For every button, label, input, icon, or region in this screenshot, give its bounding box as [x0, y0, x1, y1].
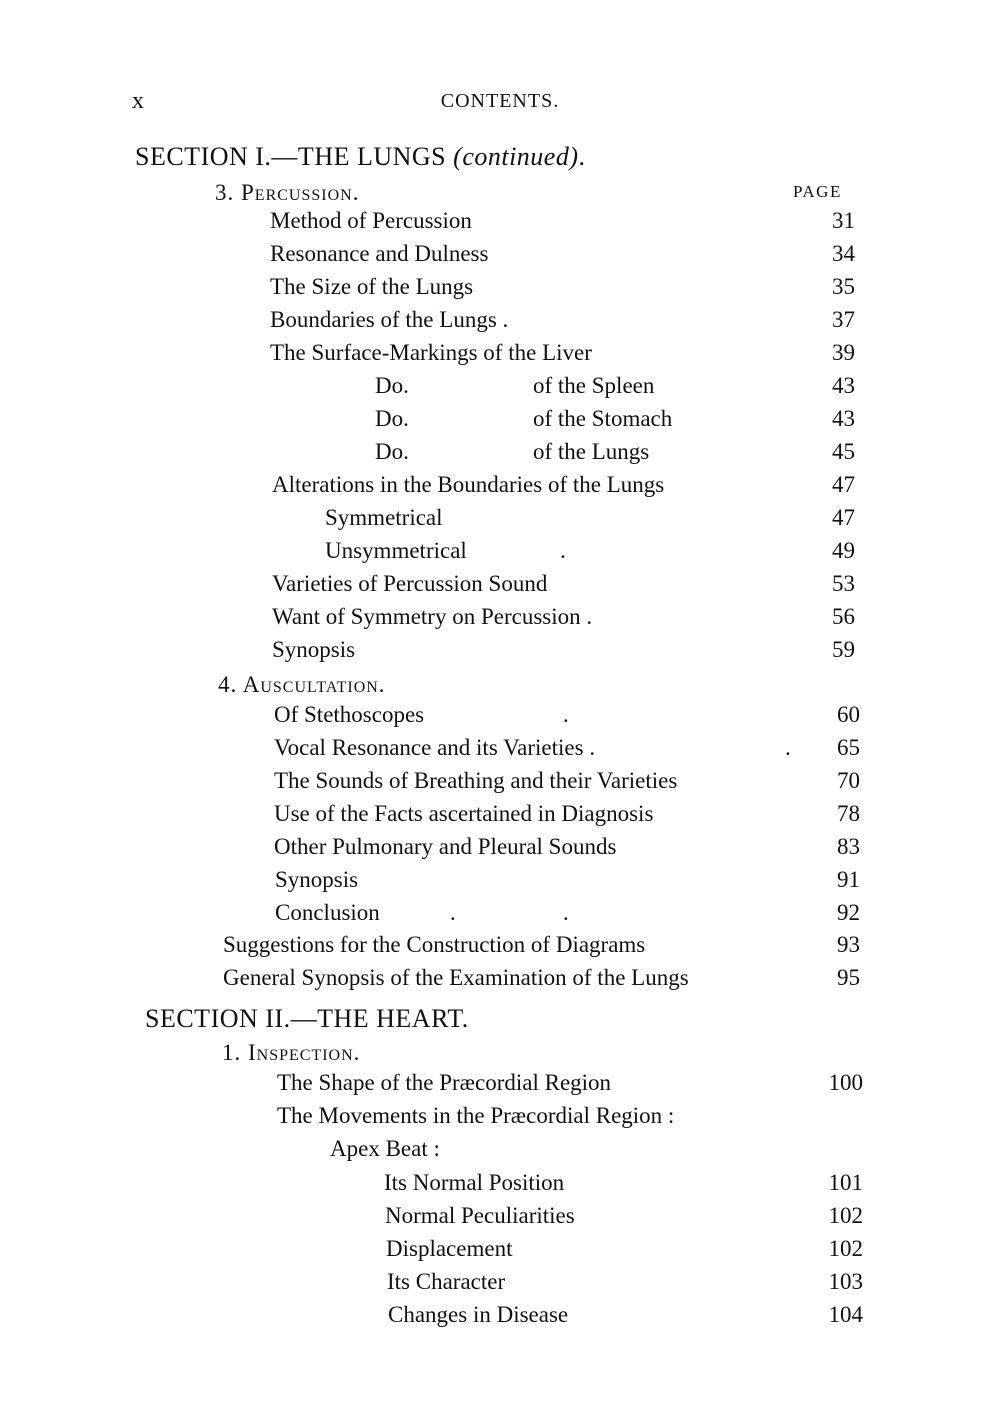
toc-entry: [0, 768, 1000, 801]
toc-entry-label: Displacement: [386, 1236, 513, 1261]
toc-entry: [0, 1136, 1000, 1169]
toc-entry-label: Suggestions for the Construction of Diagrams: [223, 932, 646, 957]
toc-entry: [0, 208, 1000, 241]
toc-entry: [0, 307, 1000, 340]
toc-entry-page: 65: [837, 735, 860, 760]
subheading-inspection: 1. Inspection.: [222, 1040, 361, 1065]
toc-entry-page: 34: [832, 241, 855, 266]
toc-entry: [0, 867, 1000, 900]
toc-entry-page: 92: [837, 900, 860, 925]
toc-entry-label: Unsymmetrical: [325, 538, 467, 563]
toc-entry-label: Of Stethoscopes: [274, 702, 425, 727]
toc-entry-label: Method of Percussion: [270, 208, 472, 233]
toc-entry: [0, 241, 1000, 274]
subheading-percussion: 3. Percussion.: [215, 180, 360, 205]
toc-entry-page: 95: [837, 965, 860, 990]
toc-entry: [0, 571, 1000, 604]
toc-entry-page: 43: [832, 373, 855, 398]
toc-entry-page: 83: [837, 834, 860, 859]
leader-dot: .: [563, 702, 569, 727]
toc-entry: [0, 932, 1000, 965]
leader-dot: .: [560, 538, 566, 563]
toc-entry-label: The Surface-Markings of the Liver: [270, 340, 592, 365]
toc-entry-page: 102: [828, 1236, 863, 1261]
toc-entry-label: Apex Beat :: [330, 1136, 440, 1161]
toc-entry-label: Want of Symmetry on Percussion .: [272, 604, 593, 629]
toc-entry-label: Conclusion: [275, 900, 380, 925]
toc-entry: [0, 505, 1000, 538]
toc-entry: [0, 637, 1000, 670]
toc-entry-page: 31: [832, 208, 855, 233]
toc-entry: [0, 406, 1000, 439]
toc-entry: [0, 801, 1000, 834]
toc-entry-page: 53: [832, 571, 855, 596]
toc-entry-page: 60: [837, 702, 860, 727]
section-heading-heart: SECTION II.—THE HEART.: [145, 1004, 469, 1033]
toc-entry-label-continued: of the Stomach: [533, 406, 673, 431]
subheading-auscultation: 4. Auscultation.: [218, 672, 386, 697]
toc-entry-page: 39: [832, 340, 855, 365]
toc-entry-label-continued: of the Lungs: [533, 439, 650, 464]
toc-entry: [0, 538, 1000, 571]
toc-entry: [0, 439, 1000, 472]
toc-entry-page: 101: [828, 1170, 863, 1195]
toc-entry-page: 37: [832, 307, 855, 332]
toc-entry: [0, 1302, 1000, 1335]
toc-entry: [0, 1203, 1000, 1236]
toc-entry: [0, 340, 1000, 373]
toc-entry: [0, 1236, 1000, 1269]
toc-entry-page: 102: [828, 1203, 863, 1228]
toc-entry-label: Changes in Disease: [388, 1302, 569, 1327]
toc-entry: [0, 834, 1000, 867]
toc-entry: [0, 472, 1000, 505]
toc-entry-page: 45: [832, 439, 855, 464]
toc-entry: [0, 1269, 1000, 1302]
toc-entry-label: Varieties of Percussion Sound: [272, 571, 548, 596]
toc-entry: [0, 735, 1000, 768]
leader-dot: .: [563, 900, 569, 925]
toc-entry-page: 56: [832, 604, 855, 629]
toc-entry: [0, 1103, 1000, 1136]
toc-entry-label: Its Normal Position: [384, 1170, 565, 1195]
toc-entry-page: 47: [832, 472, 855, 497]
toc-entry-page: 91: [837, 867, 860, 892]
toc-entry: [0, 1070, 1000, 1103]
toc-entry-label: Symmetrical: [325, 505, 443, 530]
toc-entry-label: The Movements in the Præcordial Region :: [277, 1103, 675, 1128]
leader-dot: .: [785, 735, 791, 760]
toc-entry: [0, 373, 1000, 406]
toc-entry-label: The Size of the Lungs: [270, 274, 474, 299]
toc-entry: [0, 965, 1000, 998]
toc-entry-page: 100: [828, 1070, 863, 1095]
toc-entry-label-continued: of the Spleen: [533, 373, 655, 398]
toc-entry-label: Alterations in the Boundaries of the Lungs: [272, 472, 665, 497]
toc-entry: [0, 1170, 1000, 1203]
toc-entry-label: Do.: [375, 373, 409, 398]
toc-entry-label: General Synopsis of the Examination of the Lungs: [223, 965, 689, 990]
toc-entry-page: 93: [837, 932, 860, 957]
toc-entry-label: Synopsis: [275, 867, 359, 892]
toc-entry-page: 47: [832, 505, 855, 530]
page-column-label: PAGE: [793, 182, 842, 201]
toc-entry-page: 59: [832, 637, 855, 662]
toc-entry-label: Its Character: [387, 1269, 506, 1294]
toc-entry-label: Use of the Facts ascertained in Diagnosis: [274, 801, 654, 826]
toc-entry-page: 49: [832, 538, 855, 563]
toc-entry-label: Normal Peculiarities: [385, 1203, 575, 1228]
toc-entry-label: Synopsis: [272, 637, 356, 662]
toc-entry-page: 70: [837, 768, 860, 793]
toc-entry-page: 35: [832, 274, 855, 299]
page-title: CONTENTS.: [440, 90, 560, 112]
toc-entry-label: Do.: [375, 406, 409, 431]
toc-entry-label: Vocal Resonance and its Varieties .: [274, 735, 596, 760]
leader-dot: .: [450, 900, 456, 925]
toc-entry-page: 104: [828, 1302, 863, 1327]
section-heading-lungs: SECTION I.—THE LUNGS (continued).: [135, 142, 586, 171]
toc-entry-label: The Sounds of Breathing and their Varieties: [274, 768, 678, 793]
toc-entry: [0, 604, 1000, 637]
toc-entry-label: Do.: [375, 439, 409, 464]
toc-entry-label: Resonance and Dulness: [270, 241, 489, 266]
toc-entry-page: 103: [828, 1269, 863, 1294]
toc-entry: [0, 900, 1000, 933]
page-numeral: x: [132, 88, 144, 114]
toc-entry-page: 43: [832, 406, 855, 431]
toc-entry-label: Other Pulmonary and Pleural Sounds: [274, 834, 617, 859]
toc-entry-label: The Shape of the Præcordial Region: [277, 1070, 612, 1095]
toc-entry: [0, 702, 1000, 735]
toc-entry-label: Boundaries of the Lungs .: [270, 307, 509, 332]
toc-entry-page: 78: [837, 801, 860, 826]
toc-entry: [0, 274, 1000, 307]
